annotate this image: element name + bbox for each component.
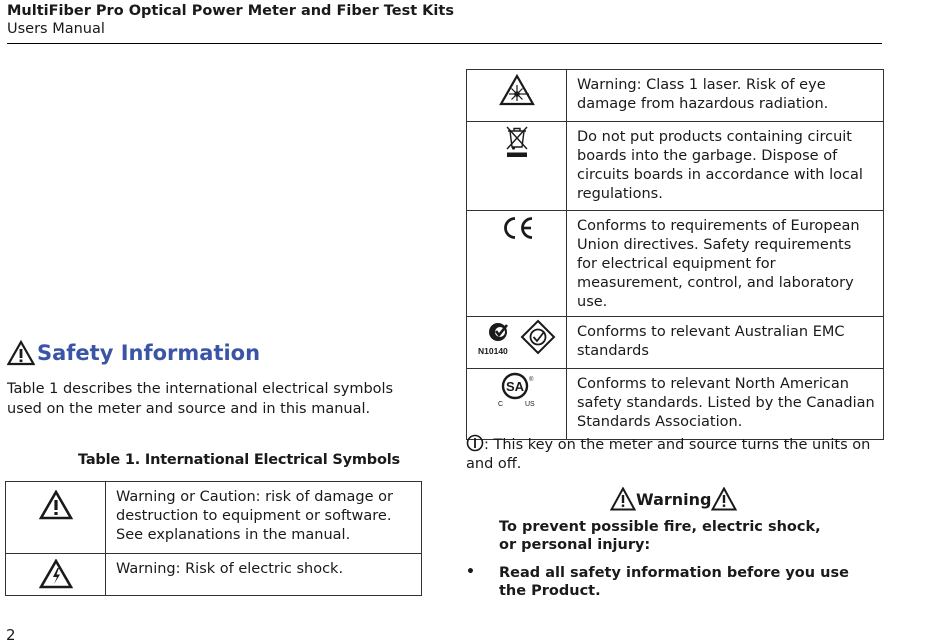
laser-hazard-icon <box>499 74 535 106</box>
warning-lead-text: To prevent possible fire, electric shock, or personal injury: <box>499 519 821 553</box>
warning-triangle-icon <box>39 490 73 520</box>
csa-c-label: C <box>497 401 503 408</box>
svg-text:SA: SA <box>505 379 524 394</box>
document-subtitle: Users Manual <box>7 21 105 37</box>
symbol-description: Warning or Caution: risk of damage or destruction to equipment or software. See explanations in the manual. <box>106 482 422 554</box>
symbol-cell <box>467 122 567 211</box>
power-key-icon <box>466 434 484 452</box>
c-tick-rcm-icon <box>474 319 560 359</box>
table-row <box>467 70 884 122</box>
electric-shock-icon <box>39 559 73 589</box>
section-heading-text: Safety Information <box>37 341 261 365</box>
table-row <box>467 211 884 317</box>
symbol-description: Conforms to requirements of European Union directives. Safety requirements for electrical equipment for measurement, control, and laboratory use. <box>567 211 884 317</box>
table-caption: Table 1. International Electrical Symbols <box>78 452 400 468</box>
symbol-description: Conforms to relevant North American safety standards. Listed by the Canadian Standards Association. <box>567 369 884 440</box>
symbol-cell <box>6 554 106 596</box>
symbol-cell <box>467 70 567 122</box>
warning-heading <box>610 487 737 511</box>
section-heading <box>7 340 260 366</box>
symbol-cell <box>467 369 567 440</box>
ce-mark-icon <box>499 215 535 241</box>
symbol-cell <box>6 482 106 554</box>
document-title: MultiFiber Pro Optical Power Meter and Fiber Test Kits <box>7 3 454 19</box>
page-number: 2 <box>6 626 16 644</box>
header-rule <box>7 43 882 44</box>
power-key-note <box>466 434 886 474</box>
weee-crossed-bin-icon <box>505 125 529 159</box>
symbol-cell <box>467 211 567 317</box>
symbol-description: Do not put products containing circuit boards into the garbage. Dispose of circuits boards in accordance with local regulations. <box>567 122 884 211</box>
table-row <box>467 122 884 211</box>
bullet-marker: • <box>466 564 475 580</box>
warning-triangle-icon <box>610 487 636 511</box>
c-tick-number: N10140 <box>477 346 508 356</box>
symbol-description: Conforms to relevant Australian EMC standards <box>567 317 884 369</box>
csa-mark-icon <box>495 371 539 409</box>
symbols-table-1-continued <box>466 69 884 440</box>
power-key-text: : This key on the meter and source turns the units on and off. <box>466 437 871 472</box>
csa-us-label: US <box>524 401 535 408</box>
table-row <box>467 317 884 369</box>
table-row <box>6 554 422 596</box>
warning-triangle-icon <box>711 487 737 511</box>
symbol-description: Warning: Class 1 laser. Risk of eye damage from hazardous radiation. <box>567 70 884 122</box>
warning-heading-text: Warning <box>636 489 712 509</box>
table-row <box>467 369 884 440</box>
warning-triangle-icon <box>7 340 35 366</box>
symbol-description: Warning: Risk of electric shock. <box>106 554 422 596</box>
symbols-table-1 <box>5 481 422 596</box>
symbol-cell <box>467 317 567 369</box>
table-row <box>6 482 422 554</box>
svg-text:®: ® <box>528 377 533 383</box>
intro-paragraph: Table 1 describes the international electrical symbols used on the meter and source and in this manual. <box>7 381 394 417</box>
warning-bullet: Read all safety information before you use the Product. <box>499 565 849 599</box>
